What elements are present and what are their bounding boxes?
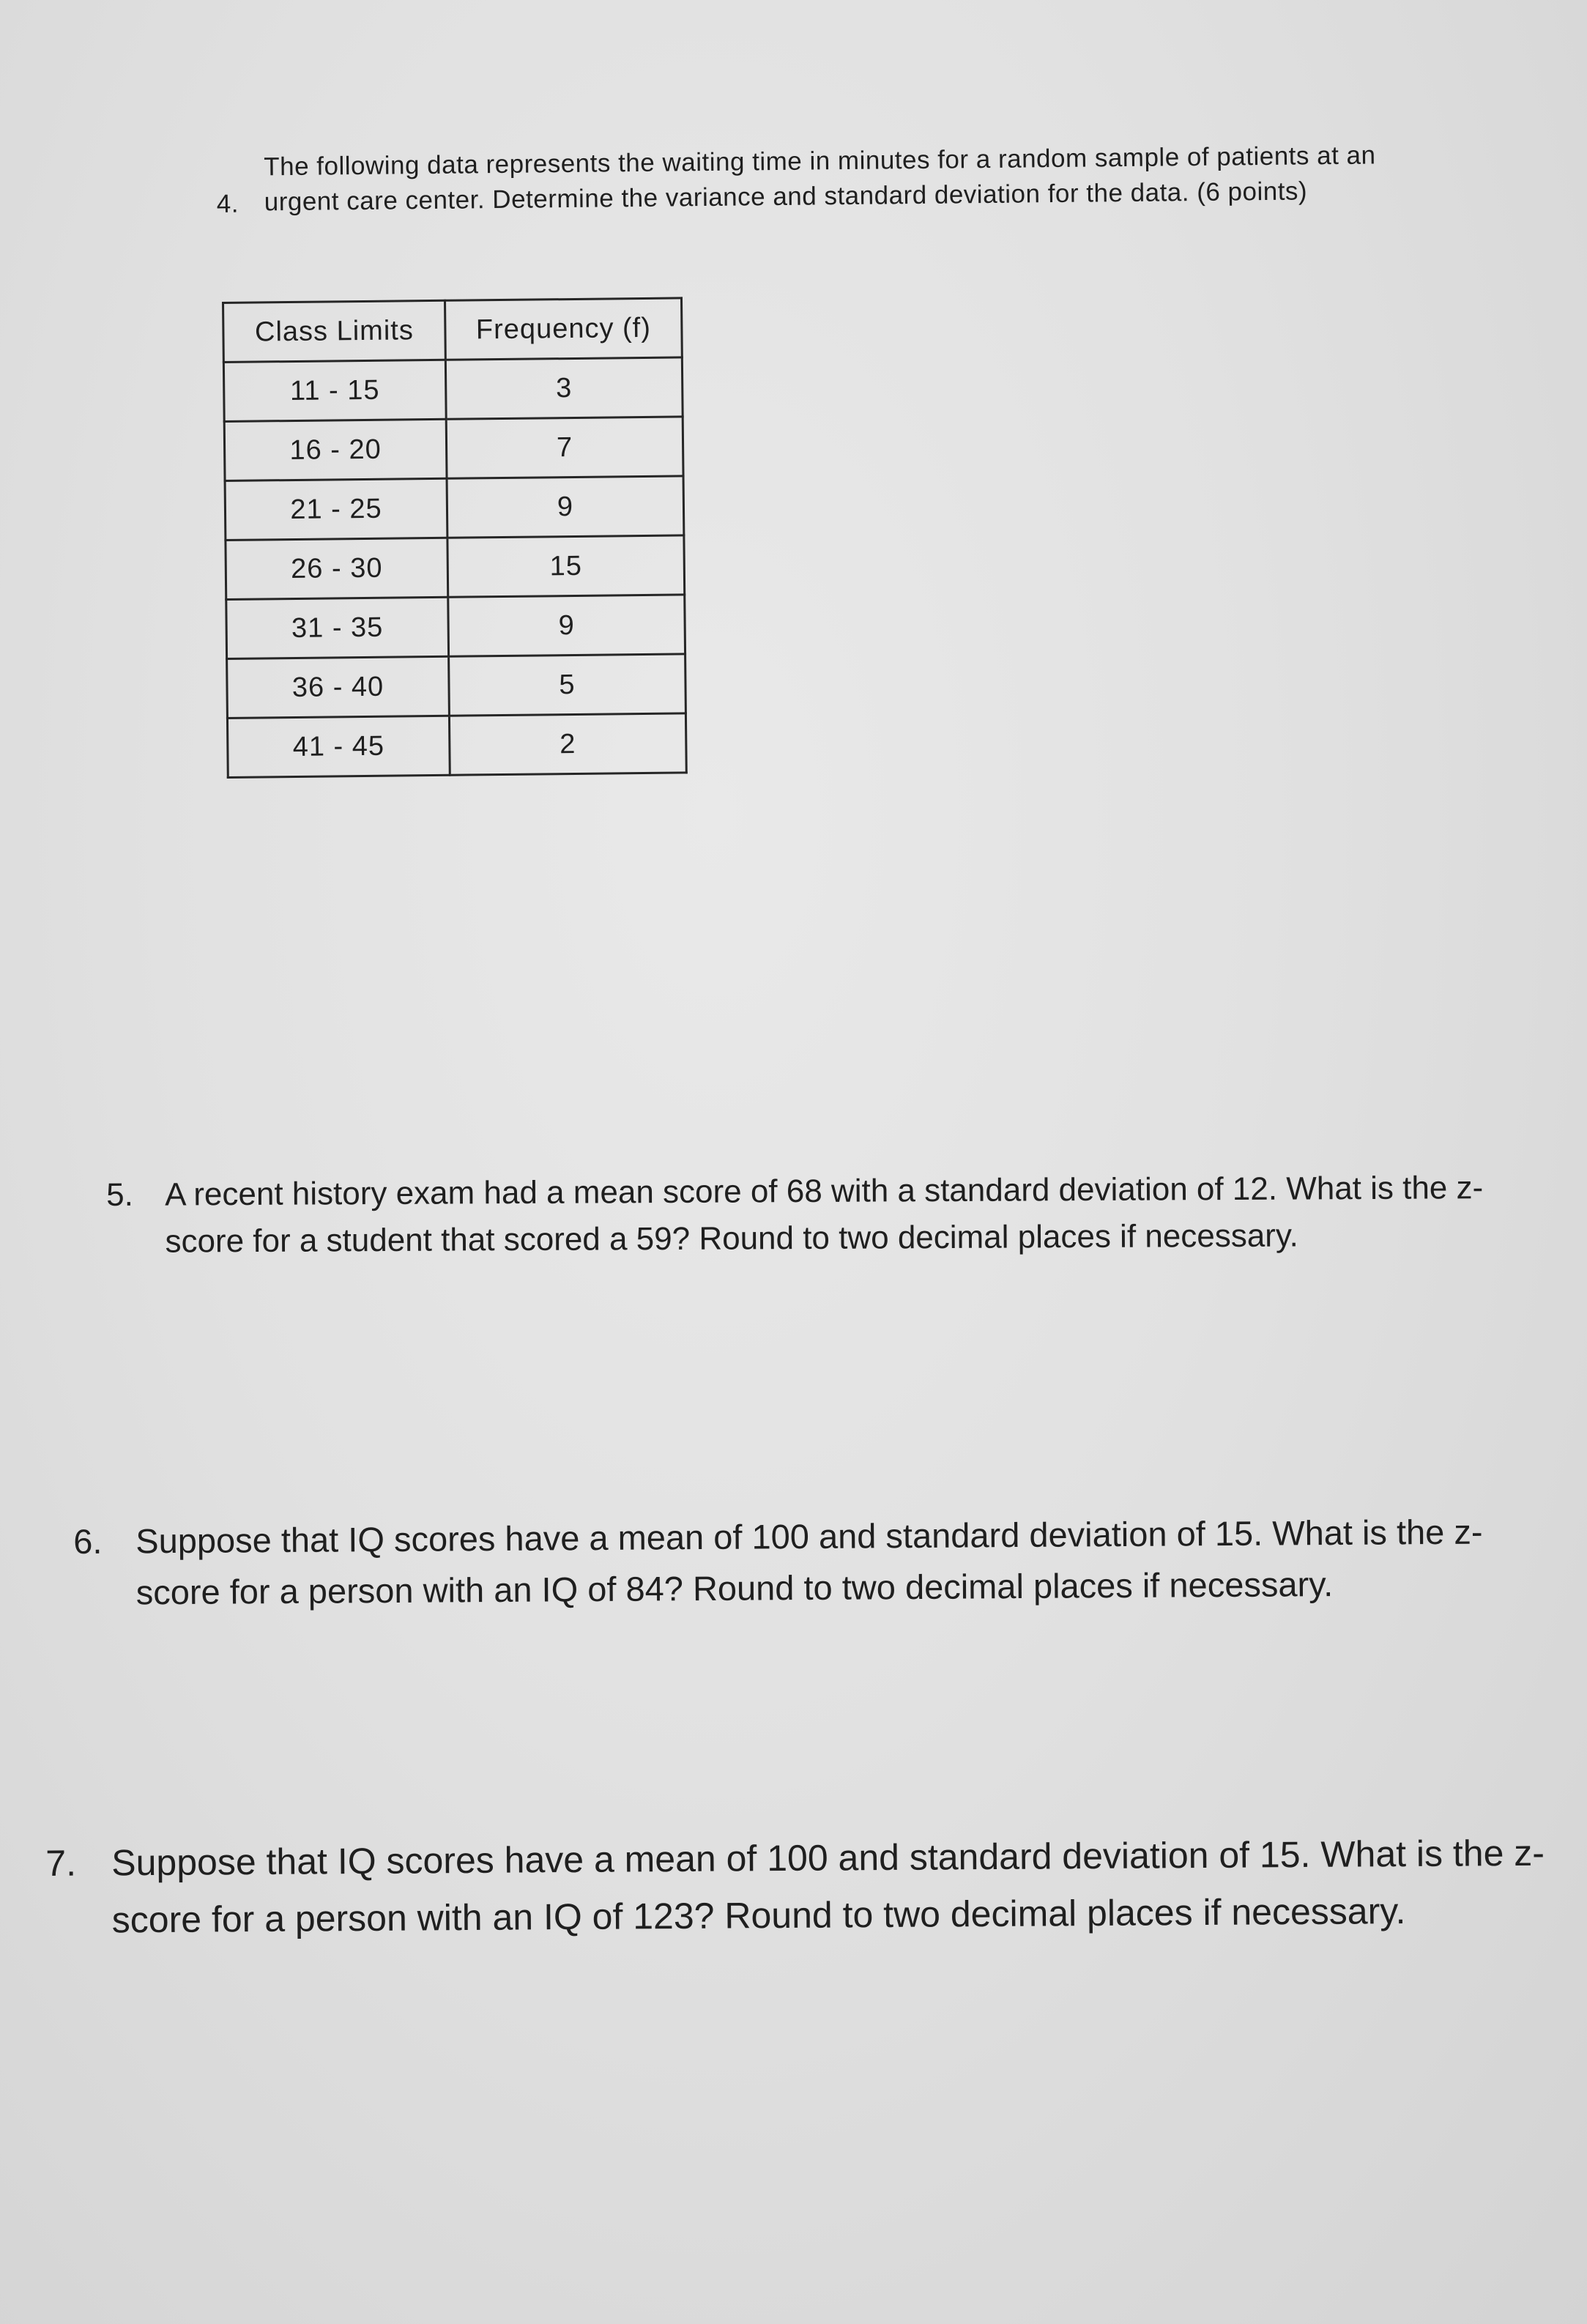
class-limits-cell: 26 - 30: [226, 538, 448, 599]
table-row: [225, 476, 684, 541]
frequency-cell: 2: [449, 713, 686, 775]
question-4-text: The following data represents the waiting time in minutes for a random sample of patients at an urgent care center. Determine the variance and standard deviation for the data. (6 points): [264, 141, 1376, 217]
question-7-text: Suppose that IQ scores have a mean of 100 and standard deviation of 15. What is the z-score for a person with an IQ of 123? Round to two decimal places if necessary.: [111, 1832, 1545, 1941]
frequency-cell: 3: [445, 357, 683, 419]
table-row: [223, 357, 683, 422]
question-4: [216, 137, 1462, 220]
frequency-cell: 5: [449, 654, 686, 716]
question-6-text: Suppose that IQ scores have a mean of 100 and standard deviation of 15. What is the z-score for a person with an IQ of 84? Round to two decimal places if necessary.: [135, 1512, 1483, 1612]
question-4-number: 4.: [216, 189, 239, 218]
frequency-cell: 15: [447, 535, 685, 597]
class-limits-cell: 36 - 40: [227, 656, 450, 718]
question-6-number: 6.: [73, 1521, 103, 1561]
table-row: [226, 535, 685, 600]
question-7-number: 7.: [45, 1842, 77, 1884]
header-class-limits: Class Limits: [223, 300, 446, 362]
question-5: [106, 1165, 1535, 1266]
class-limits-cell: 11 - 15: [223, 360, 446, 421]
class-limits-cell: 41 - 45: [227, 716, 450, 777]
table-header-row: [223, 298, 683, 363]
frequency-table: [222, 297, 688, 779]
class-limits-cell: 31 - 35: [226, 597, 449, 658]
frequency-cell: 9: [448, 595, 685, 656]
class-limits-cell: 16 - 20: [224, 419, 447, 480]
question-5-number: 5.: [106, 1176, 133, 1213]
question-7: [45, 1824, 1577, 1949]
frequency-cell: 7: [446, 417, 683, 478]
frequency-cell: 9: [447, 476, 684, 538]
question-5-text: A recent history exam had a mean score of 68 with a standard deviation of 12. What is the z-score for a student that scored a 59? Round to two decimal places if necessary.: [165, 1170, 1484, 1260]
table-row: [227, 713, 686, 778]
table-row: [224, 417, 683, 481]
table-row: [226, 595, 685, 659]
header-frequency: Frequency (f): [445, 298, 682, 360]
class-limits-cell: 21 - 25: [225, 478, 447, 540]
table-row: [227, 654, 686, 719]
question-6: [73, 1506, 1561, 1619]
